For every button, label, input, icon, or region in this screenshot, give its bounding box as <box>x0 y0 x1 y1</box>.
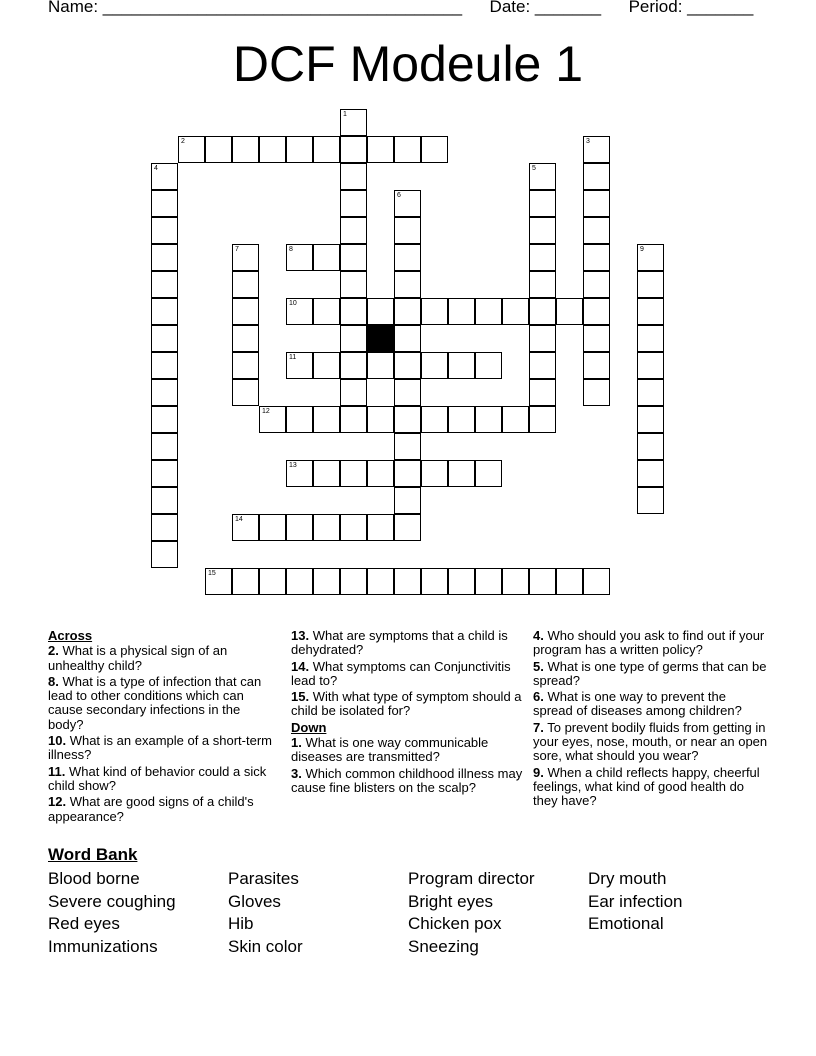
crossword-cell[interactable] <box>394 217 421 244</box>
clue-number: 3 <box>586 138 590 145</box>
crossword-cell[interactable] <box>556 568 583 595</box>
crossword-cell[interactable] <box>421 298 448 325</box>
crossword-cell[interactable] <box>421 352 448 379</box>
crossword-cell[interactable] <box>583 352 610 379</box>
crossword-cell[interactable] <box>394 190 421 217</box>
crossword-cell[interactable] <box>151 244 178 271</box>
word-bank-title: Word Bank <box>48 845 138 864</box>
word-bank-item: Program director <box>408 869 535 888</box>
crossword-cell[interactable] <box>529 271 556 298</box>
clues-column-2 <box>291 629 525 797</box>
crossword-cell[interactable] <box>475 406 502 433</box>
crossword-cell[interactable] <box>151 514 178 541</box>
crossword-cell[interactable] <box>286 460 313 487</box>
clue-across-11: 11. What kind of behavior could a sick child show? <box>48 763 267 793</box>
crossword-cell[interactable] <box>448 568 475 595</box>
word-bank-column-2 <box>228 868 303 959</box>
crossword-cell[interactable] <box>583 379 610 406</box>
crossword-cell[interactable] <box>367 406 394 433</box>
crossword-cell[interactable] <box>637 271 664 298</box>
crossword-cell[interactable] <box>583 190 610 217</box>
clue-down-1: 1. What is one way communicable diseases are transmitted? <box>291 735 489 765</box>
crossword-cell[interactable] <box>529 298 556 325</box>
clue-across-8: 8. What is a type of infection that can lead to other conditions which can cause secondary infections in the body? <box>48 673 262 732</box>
crossword-cell[interactable] <box>232 379 259 406</box>
crossword-cell[interactable] <box>151 379 178 406</box>
crossword-cell[interactable] <box>367 298 394 325</box>
crossword-black-cell <box>367 325 394 352</box>
crossword-cell[interactable] <box>178 136 205 163</box>
crossword-cell[interactable] <box>286 514 313 541</box>
crossword-cell[interactable] <box>637 460 664 487</box>
crossword-cell[interactable] <box>637 379 664 406</box>
word-bank-item: Skin color <box>228 937 303 957</box>
crossword-cell[interactable] <box>313 406 340 433</box>
crossword-cell[interactable] <box>448 406 475 433</box>
word-bank-item: Immunizations <box>48 937 158 957</box>
crossword-cell[interactable] <box>367 460 394 487</box>
crossword-cell[interactable] <box>394 244 421 271</box>
word-bank-item: Bright eyes <box>408 891 494 911</box>
crossword-cell[interactable] <box>259 514 286 541</box>
crossword-cell[interactable] <box>637 325 664 352</box>
crossword-cell[interactable] <box>340 325 367 352</box>
clue-number: 15 <box>208 570 216 577</box>
clue-number: 1 <box>343 111 347 118</box>
crossword-cell[interactable] <box>394 379 421 406</box>
crossword-cell[interactable] <box>151 406 178 433</box>
crossword-cell[interactable] <box>232 352 259 379</box>
crossword-cell[interactable] <box>340 190 367 217</box>
crossword-cell[interactable] <box>421 460 448 487</box>
crossword-cell[interactable] <box>637 244 664 271</box>
crossword-cell[interactable] <box>637 352 664 379</box>
crossword-cell[interactable] <box>151 541 178 568</box>
crossword-cell[interactable] <box>637 487 664 514</box>
crossword-cell[interactable] <box>259 136 286 163</box>
crossword-cell[interactable] <box>421 568 448 595</box>
clue-number: 11 <box>289 354 297 361</box>
crossword-cell[interactable] <box>286 136 313 163</box>
crossword-cell[interactable] <box>637 433 664 460</box>
clue-number: 4 <box>154 165 158 172</box>
crossword-cell[interactable] <box>340 460 367 487</box>
crossword-cell[interactable] <box>151 298 178 325</box>
crossword-cell[interactable] <box>286 244 313 271</box>
page-title: DCF Modeule 1 <box>232 36 584 92</box>
clue-number: 10 <box>289 300 297 307</box>
word-bank-item: Chicken pox <box>408 914 502 934</box>
clue-down-4: 4. Who should you ask to find out if your program has a written policy? <box>533 628 765 658</box>
date-field[interactable]: Date: _______ <box>489 0 602 16</box>
clue-down-9: 9. When a child reflects happy, cheerful feelings, what kind of good health do they have? <box>533 764 760 809</box>
crossword-cell[interactable] <box>367 136 394 163</box>
clue-down-7: 7. To prevent bodily fluids from getting in your eyes, nose, mouth, or near an open sore, what should you wear? <box>533 719 768 764</box>
clue-number: 14 <box>235 516 243 523</box>
clue-number: 12 <box>262 408 270 415</box>
clue-number: 5 <box>532 165 536 172</box>
crossword-cell[interactable] <box>394 271 421 298</box>
crossword-cell[interactable] <box>394 514 421 541</box>
crossword-cell[interactable] <box>637 406 664 433</box>
word-bank-item: Red eyes <box>48 914 120 934</box>
clue-across-10: 10. What is an example of a short-term illness? <box>48 733 273 763</box>
crossword-cell[interactable] <box>286 298 313 325</box>
crossword-cell[interactable] <box>583 136 610 163</box>
crossword-cell[interactable] <box>313 352 340 379</box>
word-bank-item: Parasites <box>228 869 299 888</box>
clue-number: 9 <box>640 246 644 253</box>
crossword-cell[interactable] <box>340 244 367 271</box>
crossword-cell[interactable] <box>340 217 367 244</box>
crossword-cell[interactable] <box>340 163 367 190</box>
word-bank-item: Severe coughing <box>48 891 176 911</box>
crossword-cell[interactable] <box>448 298 475 325</box>
crossword-cell[interactable] <box>340 136 367 163</box>
word-bank-item: Blood borne <box>48 869 140 888</box>
crossword-cell[interactable] <box>583 271 610 298</box>
crossword-cell[interactable] <box>394 433 421 460</box>
crossword-cell[interactable] <box>502 298 529 325</box>
crossword-cell[interactable] <box>340 379 367 406</box>
crossword-cell[interactable] <box>394 406 421 433</box>
crossword-cell[interactable] <box>529 568 556 595</box>
crossword-cell[interactable] <box>421 406 448 433</box>
crossword-cell[interactable] <box>232 514 259 541</box>
crossword-cell[interactable] <box>394 352 421 379</box>
crossword-cell[interactable] <box>151 487 178 514</box>
crossword-cell[interactable] <box>502 568 529 595</box>
crossword-cell[interactable] <box>205 136 232 163</box>
crossword-cell[interactable] <box>583 244 610 271</box>
down-heading: Down <box>291 719 327 735</box>
crossword-cell[interactable] <box>340 109 367 136</box>
crossword-cell[interactable] <box>232 325 259 352</box>
crossword-cell[interactable] <box>313 244 340 271</box>
crossword-cell[interactable] <box>583 217 610 244</box>
word-bank-column-3 <box>408 868 535 959</box>
crossword-cell[interactable] <box>286 568 313 595</box>
crossword-cell[interactable] <box>313 460 340 487</box>
crossword-cell[interactable] <box>529 325 556 352</box>
crossword-cell[interactable] <box>232 244 259 271</box>
crossword-cell[interactable] <box>475 460 502 487</box>
crossword-cell[interactable] <box>340 514 367 541</box>
crossword-cell[interactable] <box>151 433 178 460</box>
clue-across-13: 13. What are symptoms that a child is dehydrated? <box>291 628 508 658</box>
clue-down-3: 3. Which common childhood illness may cause fine blisters on the scalp? <box>291 765 523 795</box>
crossword-cell[interactable] <box>313 136 340 163</box>
clue-number: 8 <box>289 246 293 253</box>
crossword-cell[interactable] <box>583 298 610 325</box>
crossword-cell[interactable] <box>151 271 178 298</box>
crossword-cell[interactable] <box>583 568 610 595</box>
crossword-cell[interactable] <box>529 163 556 190</box>
crossword-cell[interactable] <box>151 460 178 487</box>
crossword-cell[interactable] <box>529 406 556 433</box>
crossword-cell[interactable] <box>394 325 421 352</box>
crossword-cell[interactable] <box>151 163 178 190</box>
crossword-cell[interactable] <box>313 298 340 325</box>
crossword-cell[interactable] <box>151 190 178 217</box>
crossword-cell[interactable] <box>529 352 556 379</box>
crossword-cell[interactable] <box>340 271 367 298</box>
clue-number: 7 <box>235 246 239 253</box>
crossword-cell[interactable] <box>583 163 610 190</box>
word-bank-column-4 <box>588 868 683 936</box>
word-bank-column-1 <box>48 868 176 959</box>
word-bank-item: Gloves <box>228 891 281 911</box>
crossword-cell[interactable] <box>286 406 313 433</box>
crossword-cell[interactable] <box>259 406 286 433</box>
clues-column-1 <box>48 629 273 826</box>
crossword-cell[interactable] <box>529 217 556 244</box>
clue-across-14: 14. What symptoms can Conjunctivitis lead to? <box>291 658 511 688</box>
crossword-cell[interactable] <box>529 244 556 271</box>
clue-number: 2 <box>181 138 185 145</box>
crossword-cell[interactable] <box>232 136 259 163</box>
crossword-cell[interactable] <box>313 514 340 541</box>
crossword-cell[interactable] <box>583 325 610 352</box>
crossword-cell[interactable] <box>340 406 367 433</box>
crossword-cell[interactable] <box>475 568 502 595</box>
crossword-cell[interactable] <box>232 271 259 298</box>
crossword-cell[interactable] <box>529 379 556 406</box>
crossword-cell[interactable] <box>475 298 502 325</box>
crossword-cell[interactable] <box>421 136 448 163</box>
clue-number: 13 <box>289 462 297 469</box>
crossword-cell[interactable] <box>394 568 421 595</box>
period-field[interactable]: Period: _______ <box>628 0 754 16</box>
crossword-cell[interactable] <box>367 352 394 379</box>
crossword-cell[interactable] <box>151 217 178 244</box>
clues-column-3 <box>533 629 768 811</box>
crossword-cell[interactable] <box>367 514 394 541</box>
word-bank-item: Hib <box>228 914 254 934</box>
crossword-cell[interactable] <box>151 325 178 352</box>
crossword-cell[interactable] <box>394 298 421 325</box>
crossword-cell[interactable] <box>394 487 421 514</box>
crossword-cell[interactable] <box>340 568 367 595</box>
clue-across-2: 2. What is a physical sign of an unhealthy child? <box>48 643 228 673</box>
crossword-cell[interactable] <box>232 298 259 325</box>
crossword-cell[interactable] <box>502 406 529 433</box>
crossword-cell[interactable] <box>556 298 583 325</box>
name-field[interactable]: Name: ______________________________________ <box>48 0 463 16</box>
crossword-cell[interactable] <box>340 352 367 379</box>
crossword-cell[interactable] <box>367 568 394 595</box>
word-bank-item: Dry mouth <box>588 869 667 888</box>
clue-down-6: 6. What is one way to prevent the spread of diseases among children? <box>533 689 742 719</box>
crossword-cell[interactable] <box>529 190 556 217</box>
across-heading: Across <box>48 628 93 643</box>
crossword-cell[interactable] <box>313 568 340 595</box>
crossword-cell[interactable] <box>232 568 259 595</box>
clue-across-12: 12. What are good signs of a child's appearance? <box>48 794 254 824</box>
crossword-cell[interactable] <box>340 298 367 325</box>
word-bank-item: Sneezing <box>408 937 479 957</box>
crossword-cell[interactable] <box>151 352 178 379</box>
crossword-cell[interactable] <box>259 568 286 595</box>
crossword-cell[interactable] <box>394 460 421 487</box>
crossword-cell[interactable] <box>637 298 664 325</box>
crossword-cell[interactable] <box>448 352 475 379</box>
crossword-cell[interactable] <box>205 568 232 595</box>
crossword-cell[interactable] <box>448 460 475 487</box>
word-bank-item: Emotional <box>588 914 664 934</box>
clue-across-15: 15. With what type of symptom should a child be isolated for? <box>291 689 522 719</box>
word-bank-item: Ear infection <box>588 891 683 911</box>
crossword-cell[interactable] <box>475 352 502 379</box>
clue-number: 6 <box>397 192 401 199</box>
crossword-cell[interactable] <box>286 352 313 379</box>
clue-down-5: 5. What is one type of germs that can be spread? <box>533 658 767 688</box>
crossword-cell[interactable] <box>394 136 421 163</box>
